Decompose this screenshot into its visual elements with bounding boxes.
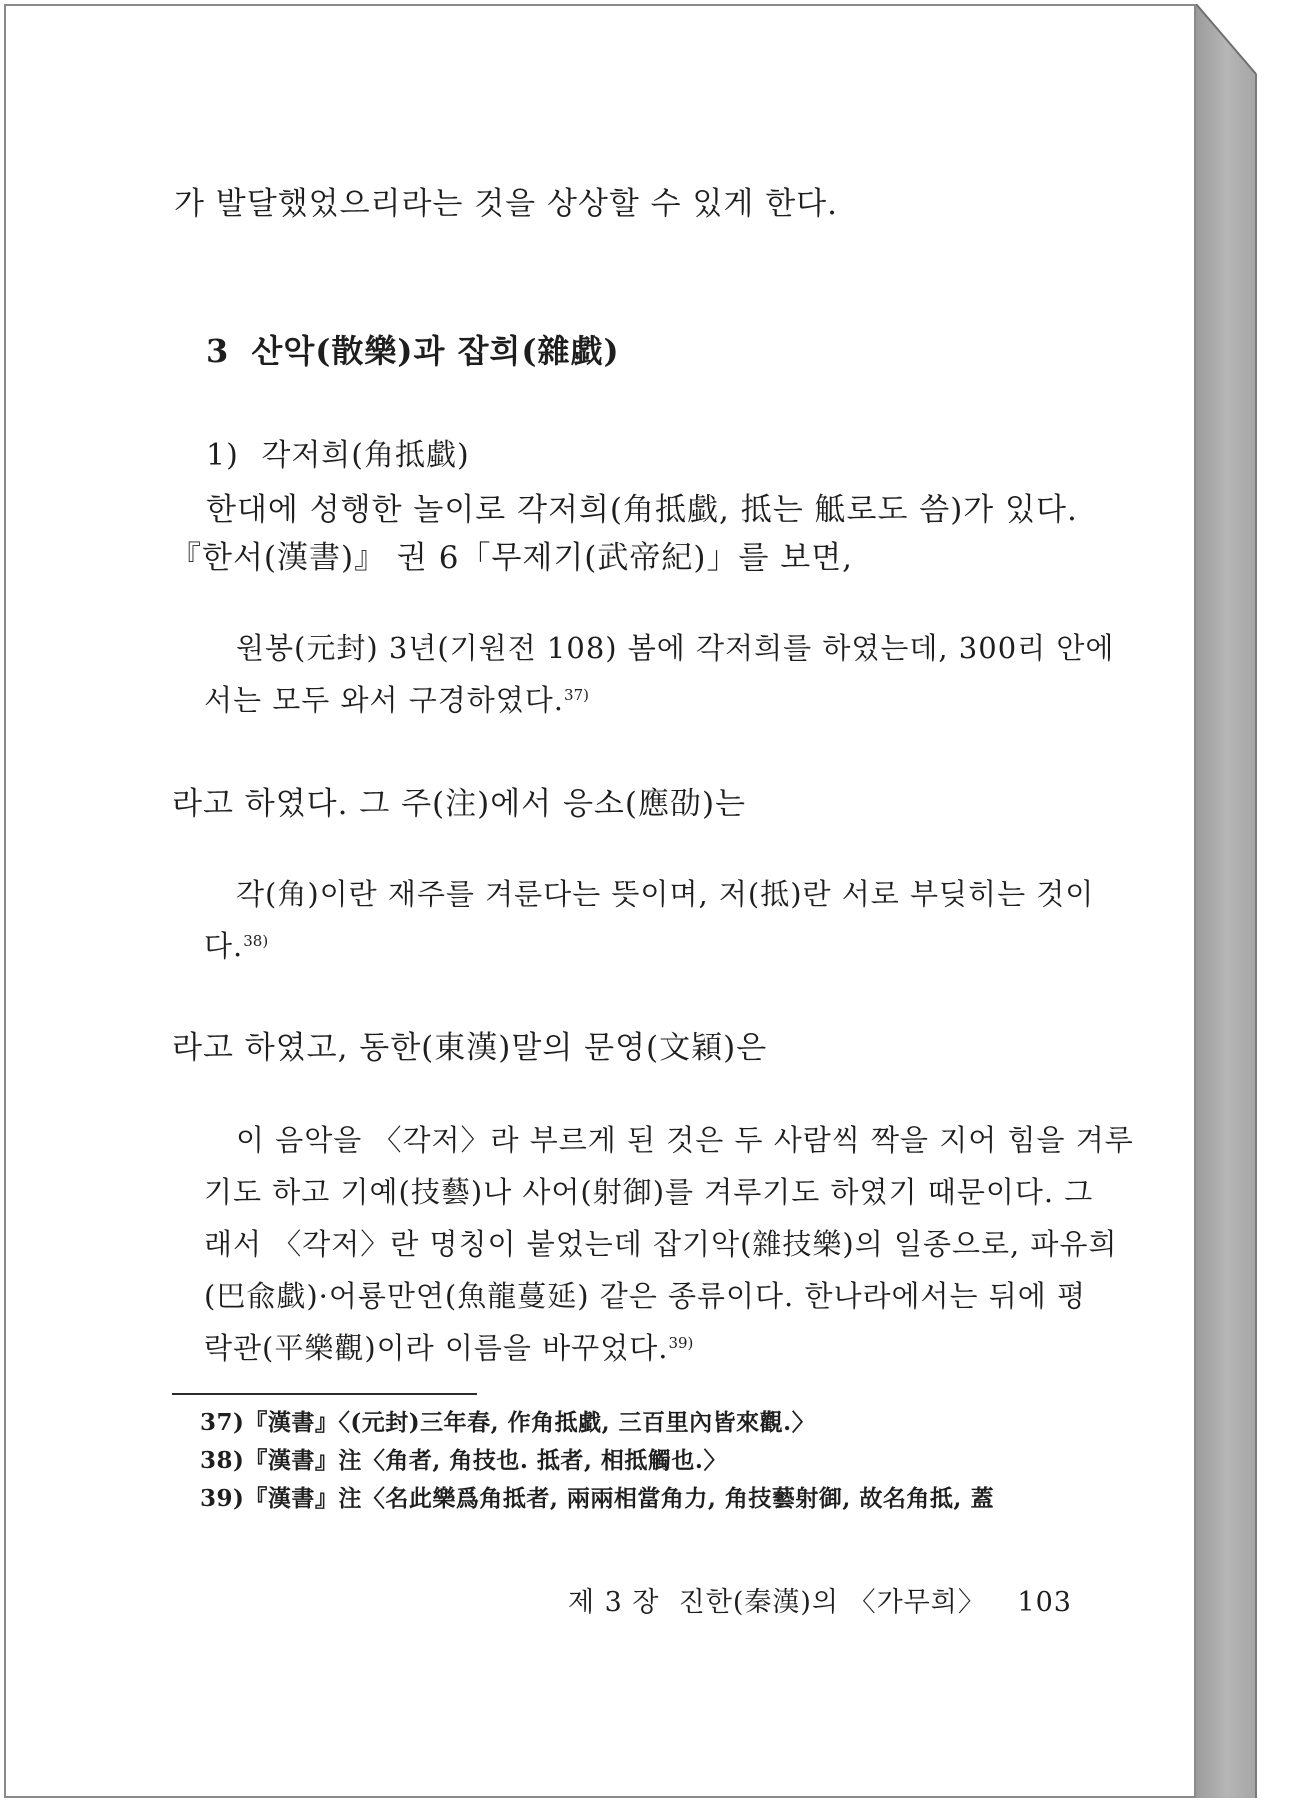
quote-text: 다. bbox=[204, 929, 244, 963]
section-title: 산악(散樂)과 잡희(雜戱) bbox=[251, 332, 620, 370]
section-number: 3 bbox=[206, 332, 230, 370]
paragraph-line: 라고 하였고, 동한(東漢)말의 문영(文穎)은 bbox=[172, 1030, 768, 1066]
subsection-number: 1) bbox=[206, 438, 239, 473]
footnote: 39)『漢書』注〈名此樂爲角抵者, 兩兩相當角力, 角技藝射御, 故名角抵, 蓋 bbox=[200, 1485, 994, 1512]
book-edge bbox=[1196, 4, 1296, 1798]
quote-line: 각(角)이란 재주를 겨룬다는 뜻이며, 저(抵)란 서로 부딪히는 것이 bbox=[236, 877, 1095, 911]
running-footer bbox=[568, 1580, 1072, 1619]
quote-line: 기도 하고 기예(技藝)나 사어(射御)를 겨루기도 하였기 때문이다. 그 bbox=[204, 1175, 1094, 1209]
quote-line: 래서 〈각저〉란 명칭이 붙었는데 잡기악(雜技樂)의 일종으로, 파유희 bbox=[204, 1227, 1118, 1261]
footnote-ref: 39) bbox=[668, 1334, 694, 1352]
intro-line: 가 발달했었으리라는 것을 상상할 수 있게 한다. bbox=[174, 186, 838, 222]
footnote-ref: 38) bbox=[243, 932, 269, 950]
chapter-title: 제 3 장 진한(秦漢)의 〈가무희〉 bbox=[568, 1587, 986, 1618]
section-heading bbox=[206, 326, 620, 372]
quote-line bbox=[204, 924, 268, 965]
quote-text: 락관(平樂觀)이라 이름을 바꾸었다. bbox=[204, 1331, 669, 1365]
footnote-divider bbox=[172, 1393, 477, 1395]
paragraph-line: 『한서(漢書)』 권 6「무제기(武帝紀)」를 보면, bbox=[170, 540, 854, 576]
quote-line: (巴兪戱)·어룡만연(魚龍蔓延) 같은 종류이다. 한나라에서는 뒤에 평 bbox=[204, 1279, 1087, 1313]
quote-text: 서는 모두 와서 구경하였다. bbox=[204, 683, 565, 717]
subsection-heading bbox=[206, 430, 470, 474]
paragraph-line: 라고 하였다. 그 주(注)에서 응소(應劭)는 bbox=[172, 786, 746, 822]
footnote-ref: 37) bbox=[564, 686, 589, 704]
footnote: 37)『漢書』〈(元封)三年春, 作角抵戱, 三百里內皆來觀.〉 bbox=[200, 1409, 816, 1436]
quote-line bbox=[204, 678, 589, 719]
quote-line: 원봉(元封) 3년(기원전 108) 봄에 각저희를 하였는데, 300리 안에 bbox=[236, 631, 1115, 665]
quote-line: 이 음악을 〈각저〉라 부르게 된 것은 두 사람씩 짝을 지어 힘을 겨루 bbox=[236, 1123, 1134, 1157]
page-number: 103 bbox=[1017, 1587, 1072, 1618]
footnote: 38)『漢書』注〈角者, 角技也. 抵者, 相抵觸也.〉 bbox=[200, 1447, 727, 1474]
paragraph-line: 한대에 성행한 놀이로 각저희(角抵戱, 抵는 觝로도 씀)가 있다. bbox=[206, 492, 1078, 528]
subsection-title: 각저희(角抵戱) bbox=[261, 438, 470, 473]
quote-line bbox=[204, 1326, 693, 1367]
